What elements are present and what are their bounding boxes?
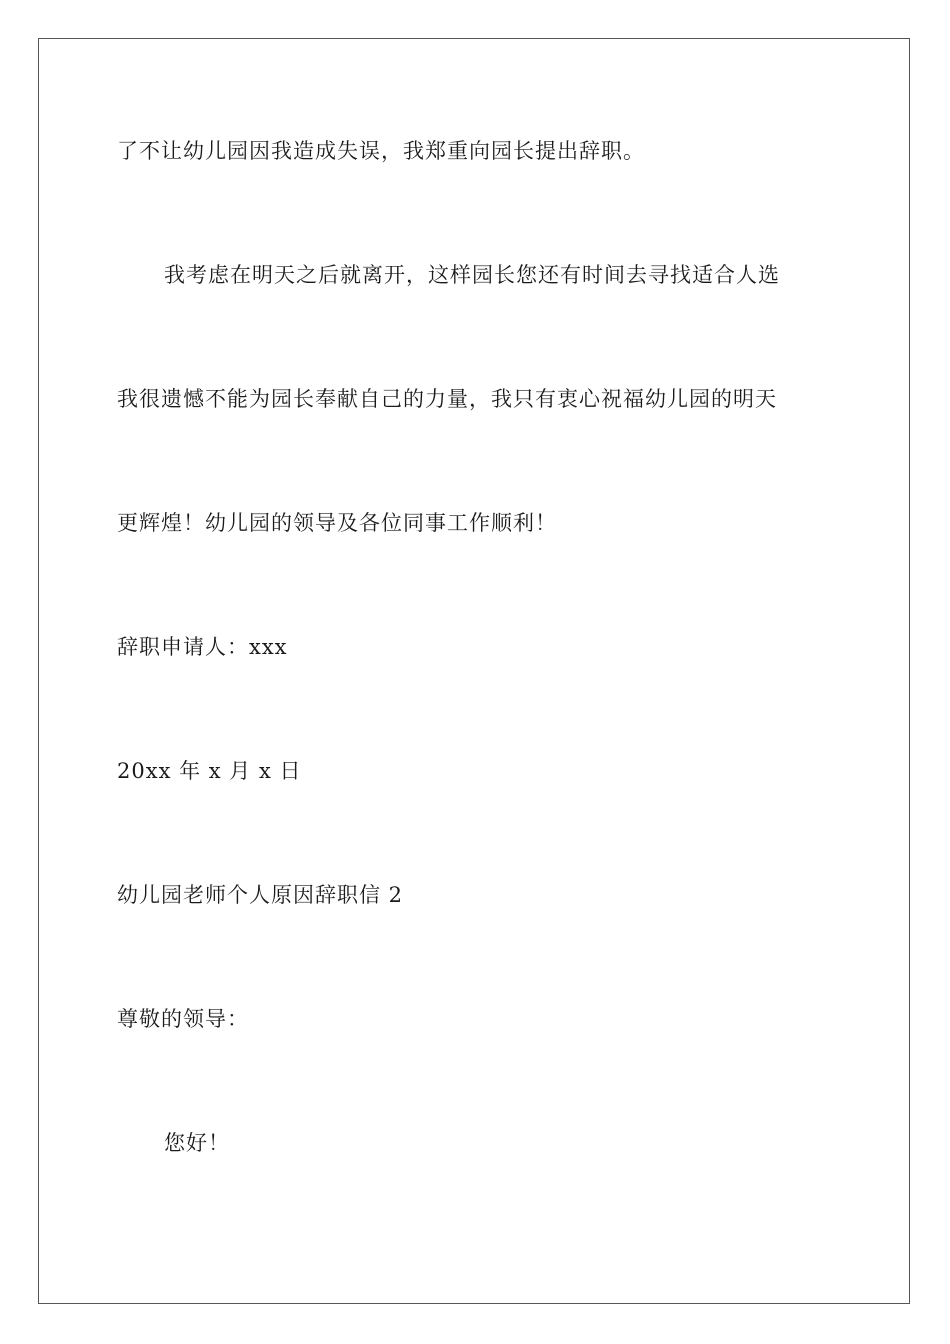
section-title: 幼儿园老师个人原因辞职信 2 — [117, 883, 404, 907]
paragraph-line-1: 了不让幼儿园因我造成失误，我郑重向园长提出辞职。 — [117, 139, 645, 163]
paragraph-line-3: 我很遗憾不能为园长奉献自己的力量，我只有衷心祝福幼儿园的明天 — [117, 387, 777, 411]
paragraph-line-4: 更辉煌！幼儿园的领导及各位同事工作顺利！ — [117, 511, 557, 535]
paragraph-line-2: 我考虑在明天之后就离开，这样园长您还有时间去寻找适合人选 — [164, 263, 780, 287]
letter-date: 20xx 年 x 月 x 日 — [117, 759, 302, 783]
salutation: 尊敬的领导： — [117, 1007, 249, 1031]
page-border — [38, 38, 910, 1304]
greeting: 您好！ — [164, 1131, 230, 1155]
resignation-applicant: 辞职申请人：xxx — [117, 635, 288, 659]
